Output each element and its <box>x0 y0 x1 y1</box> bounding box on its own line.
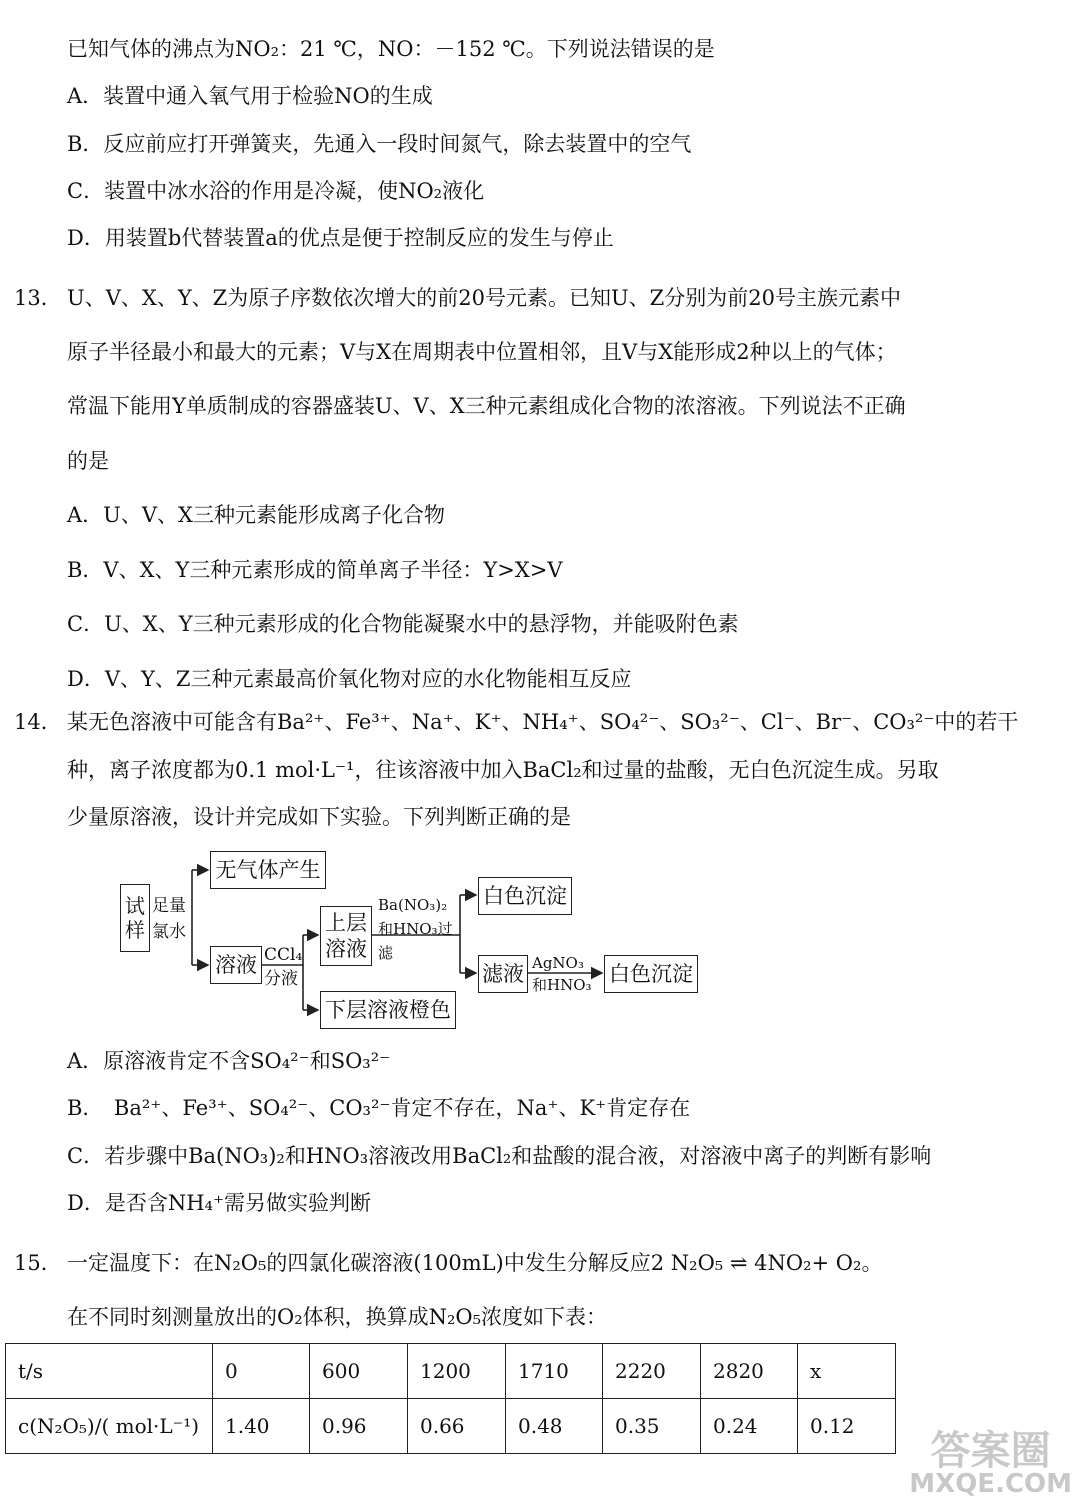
table-cell: 0.35 <box>603 1399 701 1454</box>
q12-stem-tail: 已知气体的沸点为NO₂：21 ℃，NO：－152 ℃。下列说法错误的是 <box>67 37 715 61</box>
table-cell: 0 <box>213 1344 310 1399</box>
table-cell: 1200 <box>408 1344 506 1399</box>
watermark <box>909 1428 1072 1499</box>
q14-option-d: D．是否含NH₄⁺需另做实验判断 <box>67 1191 372 1215</box>
q13-stem-line2: 原子半径最小和最大的元素；V与X在周期表中位置相邻，且V与X能形成2种以上的气体； <box>67 340 897 364</box>
q13-option-a: A．U、V、X三种元素能形成离子化合物 <box>67 503 445 527</box>
box-lower-layer-orange: 下层溶液橙色 <box>320 991 456 1029</box>
table-cell: 1710 <box>506 1344 603 1399</box>
q15-stem-line2: 在不同时刻测量放出的O₂体积，换算成N₂O₅浓度如下表： <box>67 1305 608 1329</box>
q13-number: 13． <box>14 286 62 310</box>
q12-option-b: B．反应前应打开弹簧夹，先通入一段时间氮气，除去装置中的空气 <box>67 132 692 156</box>
table-cell: 2220 <box>603 1344 701 1399</box>
table-cell: c(N₂O₅)/( mol·L⁻¹) <box>6 1399 213 1454</box>
table-cell: 0.48 <box>506 1399 603 1454</box>
concentration-table <box>5 1343 896 1454</box>
q14-option-c: C．若步骤中Ba(NO₃)₂和HNO₃溶液改用BaCl₂和盐酸的混合液，对溶液中离子的判断有影响 <box>67 1144 932 1168</box>
label-reagent-ccl4: CCl₄分液 <box>264 945 303 989</box>
table-cell: 600 <box>310 1344 408 1399</box>
q13-stem-line1: U、V、X、Y、Z为原子序数依次增大的前20号元素。已知U、Z分别为前20号主族元素中 <box>67 286 901 310</box>
table-cell: 1.40 <box>213 1399 310 1454</box>
label-reagent-silver-nitrate: AgNO₃和HNO₃ <box>532 954 592 994</box>
box-white-precipitate-2: 白色沉淀 <box>604 955 698 993</box>
q14-stem-line2: 种，离子浓度都为0.1 mol·L⁻¹，往该溶液中加入BaCl₂和过量的盐酸，无白色沉淀生成。另取 <box>67 758 939 782</box>
table-cell: 0.24 <box>701 1399 798 1454</box>
table-cell: x <box>798 1344 896 1399</box>
box-solution: 溶液 <box>210 946 262 984</box>
box-upper-layer: 上层溶液 <box>320 906 372 966</box>
q15-number: 15． <box>14 1251 62 1275</box>
box-sample: 试样 <box>120 884 150 952</box>
table-row <box>6 1399 896 1454</box>
q12-option-c: C．装置中冰水浴的作用是冷凝，使NO₂液化 <box>67 179 485 203</box>
table-cell: 0.66 <box>408 1399 506 1454</box>
q14-stem-line3: 少量原溶液，设计并完成如下实验。下列判断正确的是 <box>67 805 571 829</box>
q13-stem-line4: 的是 <box>67 449 109 473</box>
q14-stem-line1: 某无色溶液中可能含有Ba²⁺、Fe³⁺、Na⁺、K⁺、NH₄⁺、SO₄²⁻、SO₃²⁻、Cl⁻、Br⁻、CO₃²⁻中的若干 <box>67 710 1019 734</box>
q13-option-b: B．V、X、Y三种元素形成的简单离子半径：Y>X>V <box>67 558 563 582</box>
table-cell: 0.96 <box>310 1399 408 1454</box>
q12-option-a: A．装置中通入氧气用于检验NO的生成 <box>67 84 433 108</box>
q14-option-b: B． Ba²⁺、Fe³⁺、SO₄²⁻、CO₃²⁻肯定不存在，Na⁺、K⁺肯定存在 <box>67 1096 691 1120</box>
table-cell: t/s <box>6 1344 213 1399</box>
table-row <box>6 1344 896 1399</box>
box-filtrate: 滤液 <box>478 955 528 993</box>
q13-option-c: C．U、X、Y三种元素形成的化合物能凝聚水中的悬浮物，并能吸附色素 <box>67 612 739 636</box>
q14-option-a: A．原溶液肯定不含SO₄²⁻和SO₃²⁻ <box>67 1049 391 1073</box>
q14-number: 14． <box>14 710 62 734</box>
watermark-line1: 答案圈 <box>930 1428 1051 1474</box>
table-cell: 0.12 <box>798 1399 896 1454</box>
q15-stem-line1: 一定温度下：在N₂O₅的四氯化碳溶液(100mL)中发生分解反应2 N₂O₅ ⇌ 4NO₂+ O₂。 <box>67 1251 883 1275</box>
q13-stem-line3: 常温下能用Y单质制成的容器盛装U、V、X三种元素组成化合物的浓溶液。下列说法不正确 <box>67 394 906 418</box>
table-cell: 2820 <box>701 1344 798 1399</box>
label-reagent-chlorine-water: 足量氯水 <box>152 896 186 942</box>
q13-option-d: D．V、Y、Z三种元素最高价氧化物对应的水化物能相互反应 <box>67 667 632 691</box>
box-white-precipitate-1: 白色沉淀 <box>478 877 572 915</box>
q12-option-d: D．用装置b代替装置a的优点是便于控制反应的发生与停止 <box>67 226 614 250</box>
box-no-gas: 无气体产生 <box>210 851 326 889</box>
label-reagent-ba-nitrate: Ba(NO₃)₂和HNO₃过滤 <box>378 896 453 962</box>
watermark-line2: MXQE.COM <box>909 1469 1072 1499</box>
